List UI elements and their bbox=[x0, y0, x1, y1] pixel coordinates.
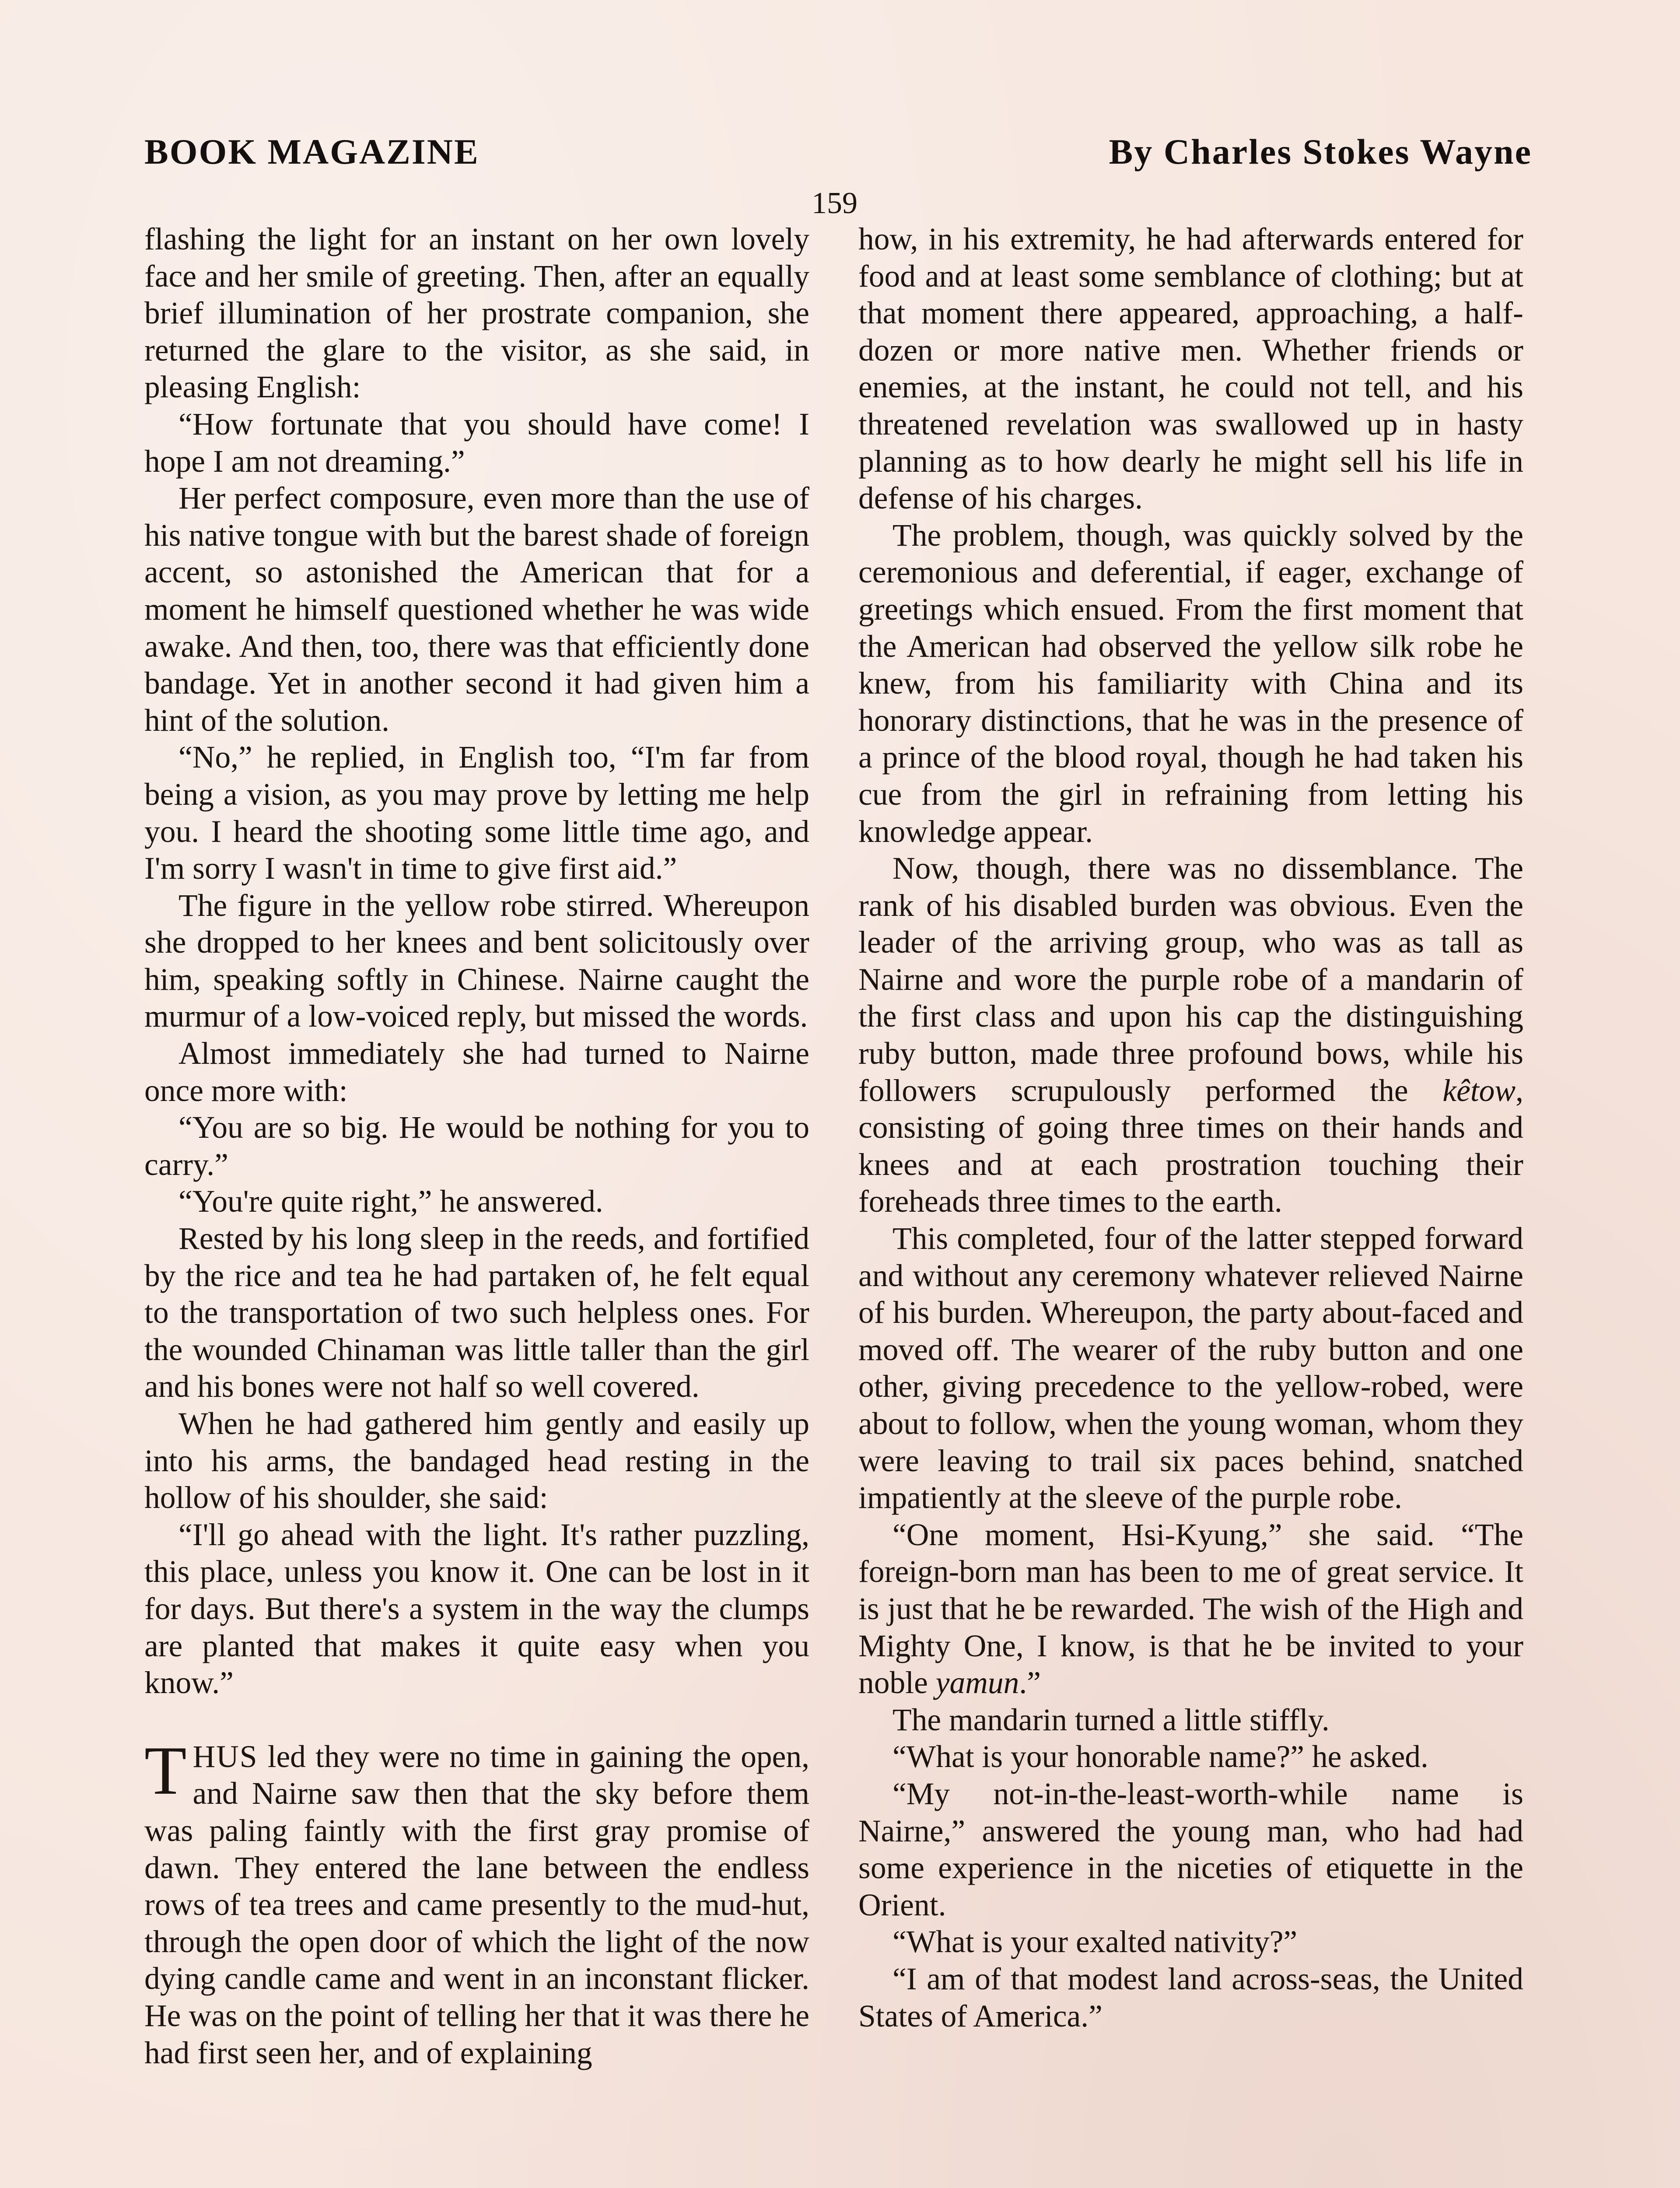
paragraph: Almost immediately she had turned to Nairne once more with: bbox=[144, 1036, 809, 1108]
paragraph: The problem, though, was quickly solved by the ceremonious and deferential, if eager, exchange of greetings which ensued. From the first moment that the American had observed the yellow silk robe he knew, from his familiarity with China and its honorary distinctions, that he was in the presence of a prince of the blood royal, though he had taken his cue from the girl in refraining from letting his knowledge appear. bbox=[858, 518, 1523, 849]
paragraph: This completed, four of the latter stepped forward and without any ceremony whatever relieved Nairne of his burden. Whereupon, the party about-faced and moved off. The wearer of the ruby button and one other, giving precedence to the yellow-robed, were about to follow, when the young woman, whom they were leaving to trail six paces behind, snatched impatiently at the sleeve of the purple robe. bbox=[858, 1221, 1523, 1515]
left-column bbox=[144, 221, 809, 2072]
paragraph: Rested by his long sleep in the reeds, and fortified by the rice and tea he had partaken of, he felt equal to the transportation of two such helpless ones. For the wounded Chinaman was little taller than the girl and his bones were not half so well covered. bbox=[144, 1221, 809, 1404]
paragraph: “How fortunate that you should have come! I hope I am not dreaming.” bbox=[144, 407, 809, 479]
paragraph: how, in his extremity, he had afterwards entered for food and at least some semblance of clothing; but at that moment there appeared, approaching, a half-dozen or more native men. Whether friends or enemies, at the instant, he could not tell, and his threatened revelation was swallowed up in hasty planning as to how dearly he might sell his life in defense of his charges. bbox=[858, 222, 1523, 516]
page-number: 159 bbox=[812, 186, 858, 220]
paragraph: The mandarin turned a little stiffly. bbox=[892, 1702, 1330, 1737]
text-run: “One moment, Hsi-Kyung,” she said. “The foreign-born man has been to me of great service. It is just that he be rewarded. The wish of the High and Mighty One, I know, is that he be invited to your noble bbox=[858, 1517, 1523, 1701]
section-text: led they were no time in gaining the open, and Nairne saw then that the sky before them was paling faintly with the first gray promise of dawn. They entered the lane between the endless rows of tea trees and came presently to the mud-hut, through the open door of which the light of the now dying candle came and went in an inconstant flicker. He was on the point of telling her that it was there he had first seen her, and of explaining bbox=[144, 1739, 809, 2070]
italic-term: kêtow bbox=[1442, 1073, 1516, 1108]
right-column bbox=[858, 221, 1523, 2035]
paragraph: flashing the light for an instant on her own lovely face and her smile of greeting. Then, after an equally brief illumination of her prostrate companion, she returned the glare to the visitor, as she said, in pleasing English: bbox=[144, 222, 809, 405]
paragraph: “My not-in-the-least-worth-while name is Nairne,” answered the young man, who had had some experience in the niceties of etiquette in the Orient. bbox=[858, 1776, 1523, 1922]
paragraph bbox=[858, 850, 1523, 1220]
text-run: .” bbox=[1019, 1666, 1041, 1701]
header-right-author: By Charles Stokes Wayne bbox=[1109, 132, 1532, 172]
paragraph: “What is your honorable name?” he asked. bbox=[892, 1739, 1428, 1774]
paragraph: “You are so big. He would be nothing for you to carry.” bbox=[144, 1110, 809, 1182]
paragraph: “No,” he replied, in English too, “I'm far from being a vision, as you may prove by letting me help you. I heard the shooting some little time ago, and I'm sorry I wasn't in time to give first aid.” bbox=[144, 740, 809, 886]
paragraph: “I'll go ahead with the light. It's rather puzzling, this place, unless you know it. One can be lost in it for days. But there's a system in the way the clumps are planted that makes it quite easy when you know.” bbox=[144, 1517, 809, 1701]
paragraph: “I am of that modest land across-seas, the United States of America.” bbox=[858, 1961, 1523, 2034]
italic-term: yamun bbox=[935, 1666, 1019, 1701]
section-start-paragraph bbox=[144, 1732, 809, 2072]
small-caps-lead: HUS bbox=[192, 1739, 258, 1774]
text-run: , consisting of going three times on their hands and knees and at each prostration touching their foreheads three times to the earth. bbox=[858, 1073, 1523, 1219]
paragraph bbox=[858, 1517, 1523, 1702]
header-left-title: BOOK MAGAZINE bbox=[144, 132, 480, 172]
paragraph: “You're quite right,” he answered. bbox=[178, 1184, 603, 1219]
paragraph: When he had gathered him gently and easily up into his arms, the bandaged head resting in the hollow of his shoulder, she said: bbox=[144, 1406, 809, 1515]
text-run: Now, though, there was no dissemblance. The rank of his disabled burden was obvious. Even the leader of the arriving group, who was as tall as Nairne and wore the purple robe of a mandarin of the first class and upon his cap the distinguishing ruby button, made three profound bows, while his followers scrupulously performed the bbox=[858, 851, 1523, 1108]
drop-cap: T bbox=[144, 1732, 187, 1809]
paragraph: The figure in the yellow robe stirred. Whereupon she dropped to her knees and bent solicitously over him, speaking softly in Chinese. Nairne caught the murmur of a low-voiced reply, but missed the words. bbox=[144, 888, 809, 1034]
paragraph: Her perfect composure, even more than the use of his native tongue with but the barest shade of foreign accent, so astonished the American that for a moment he himself questioned whether he was wide awake. And then, too, there was that efficiently done bandage. Yet in another second it had given him a hint of the solution. bbox=[144, 481, 809, 738]
paragraph: “What is your exalted nativity?” bbox=[892, 1925, 1298, 1960]
